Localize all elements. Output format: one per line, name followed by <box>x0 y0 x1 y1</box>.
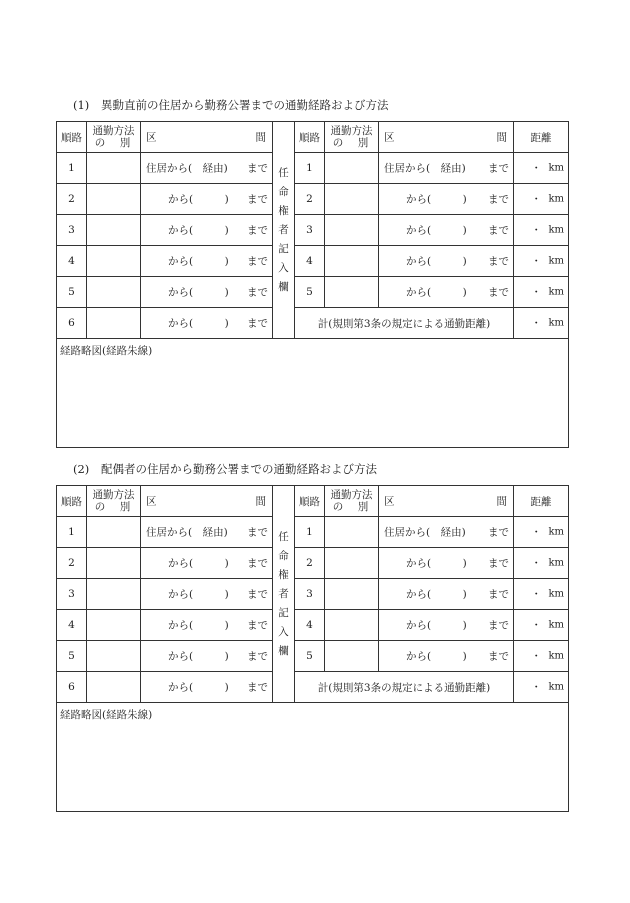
till-text: まで <box>488 162 509 175</box>
distance-cell[interactable] <box>514 517 569 548</box>
distance-cell[interactable] <box>514 153 569 184</box>
method-header <box>87 486 141 517</box>
route-table <box>56 485 569 812</box>
till-text: まで <box>247 224 268 237</box>
till-text: まで <box>247 193 268 206</box>
method-cell[interactable] <box>325 641 379 672</box>
order-number: 5 <box>68 286 75 298</box>
route-row <box>57 517 569 548</box>
order-cell <box>57 548 87 579</box>
total-distance-label-cell <box>295 672 514 703</box>
section-range-cell[interactable] <box>141 215 273 246</box>
till-text: まで <box>488 224 509 237</box>
section-range-cell[interactable] <box>379 277 514 308</box>
order-header-label: 順路 <box>61 131 82 144</box>
till-text: まで <box>488 650 509 663</box>
route-row <box>57 579 569 610</box>
method-header-line1: 通勤方法 <box>92 125 135 137</box>
method-header-line2: の 別 <box>332 501 371 513</box>
order-number: 2 <box>68 557 75 569</box>
distance-unit: km <box>548 255 564 267</box>
order-number: 2 <box>306 193 313 205</box>
method-header <box>325 122 379 153</box>
order-cell <box>57 517 87 548</box>
method-cell[interactable] <box>87 579 141 610</box>
section-range-header <box>141 486 273 517</box>
order-cell <box>57 610 87 641</box>
till-text: まで <box>247 526 268 539</box>
order-cell <box>295 548 325 579</box>
section-range-cell[interactable] <box>379 579 514 610</box>
order-header-label: 順路 <box>299 131 320 144</box>
distance-unit: km <box>548 526 564 538</box>
order-cell <box>295 184 325 215</box>
section-range-cell[interactable] <box>141 579 273 610</box>
total-distance-cell[interactable] <box>514 672 569 703</box>
order-number: 4 <box>68 619 75 631</box>
method-header-line2: の 別 <box>332 137 371 149</box>
distance-dot: ・ <box>531 224 542 237</box>
section-range-cell[interactable] <box>379 246 514 277</box>
distance-header <box>514 122 569 153</box>
from-text: から( ) <box>406 588 467 601</box>
section-range-cell[interactable] <box>141 641 273 672</box>
from-text: から( ) <box>168 650 229 663</box>
distance-dot: ・ <box>531 162 542 175</box>
method-cell[interactable] <box>87 215 141 246</box>
appointer-char: 任 <box>278 166 289 179</box>
route-map-label: 経路略図(経路朱線) <box>60 709 153 721</box>
method-cell[interactable] <box>325 517 379 548</box>
distance-unit: km <box>548 588 564 600</box>
order-cell <box>57 579 87 610</box>
order-number: 1 <box>306 526 313 538</box>
order-number: 1 <box>306 162 313 174</box>
from-text: から( ) <box>406 193 467 206</box>
appointer-char: 命 <box>278 549 289 562</box>
till-text: まで <box>247 286 268 299</box>
route-map-row <box>57 703 569 812</box>
section-range-start: 区 <box>384 131 395 144</box>
method-cell[interactable] <box>87 517 141 548</box>
route-row <box>57 610 569 641</box>
distance-unit: km <box>548 162 564 174</box>
method-cell[interactable] <box>325 153 379 184</box>
section-range-cell[interactable] <box>379 517 514 548</box>
from-text: から( ) <box>406 224 467 237</box>
distance-header-label: 距離 <box>530 495 552 508</box>
appointer-char: 者 <box>278 223 289 236</box>
section-range-header <box>379 122 514 153</box>
distance-unit: km <box>548 224 564 236</box>
order-number: 3 <box>68 588 75 600</box>
distance-dot: ・ <box>531 588 542 601</box>
section-range-cell[interactable] <box>141 184 273 215</box>
order-number: 3 <box>306 588 313 600</box>
method-cell[interactable] <box>325 610 379 641</box>
section-range-start: 区 <box>146 131 157 144</box>
section-range-cell[interactable] <box>141 517 273 548</box>
order-number: 5 <box>306 650 313 662</box>
route-row <box>57 308 569 339</box>
section-range-cell[interactable] <box>141 277 273 308</box>
distance-cell[interactable] <box>514 246 569 277</box>
from-text: から( ) <box>168 681 229 694</box>
appointer-char: 入 <box>278 625 289 638</box>
section-range-cell[interactable] <box>141 246 273 277</box>
distance-dot: ・ <box>531 526 542 539</box>
order-number: 1 <box>68 526 75 538</box>
method-cell[interactable] <box>87 184 141 215</box>
distance-cell[interactable] <box>514 184 569 215</box>
section-range-start: 区 <box>384 495 395 508</box>
method-cell[interactable] <box>325 184 379 215</box>
order-cell <box>295 517 325 548</box>
from-text: から( ) <box>406 650 467 663</box>
method-header-line2: の 別 <box>94 137 133 149</box>
order-number: 6 <box>68 681 75 693</box>
order-cell <box>295 153 325 184</box>
order-cell <box>57 641 87 672</box>
till-text: まで <box>247 255 268 268</box>
till-text: まで <box>488 557 509 570</box>
total-distance-label: 計(規則第3条の規定による通勤距離) <box>317 317 491 330</box>
distance-dot: ・ <box>531 650 542 663</box>
header-row <box>57 486 569 517</box>
distance-dot: ・ <box>531 557 542 570</box>
total-distance-label: 計(規則第3条の規定による通勤距離) <box>317 681 491 694</box>
route-map-area[interactable] <box>57 339 569 448</box>
from-text: から( ) <box>168 255 229 268</box>
route-row <box>57 641 569 672</box>
method-header <box>87 122 141 153</box>
section-range-cell[interactable] <box>379 610 514 641</box>
appointer-char: 命 <box>278 185 289 198</box>
section-range-cell[interactable] <box>379 153 514 184</box>
till-text: まで <box>247 681 268 694</box>
order-cell <box>295 579 325 610</box>
distance-cell[interactable] <box>514 579 569 610</box>
distance-unit: km <box>548 193 564 205</box>
route-row <box>57 246 569 277</box>
distance-cell[interactable] <box>514 548 569 579</box>
from-text: 住居から( 経由) <box>146 162 228 175</box>
route-row <box>57 215 569 246</box>
distance-dot: ・ <box>531 286 542 299</box>
order-number: 2 <box>306 557 313 569</box>
order-number: 4 <box>68 255 75 267</box>
order-cell <box>295 246 325 277</box>
appointer-char: 任 <box>278 530 289 543</box>
distance-cell[interactable] <box>514 641 569 672</box>
distance-cell[interactable] <box>514 277 569 308</box>
order-number: 1 <box>68 162 75 174</box>
section-range-header <box>379 486 514 517</box>
from-text: 住居から( 経由) <box>384 526 466 539</box>
section-range-cell[interactable] <box>141 672 273 703</box>
section-range-end: 間 <box>255 495 266 508</box>
from-text: から( ) <box>168 193 229 206</box>
distance-header-label: 距離 <box>530 131 552 144</box>
appointer-char: 入 <box>278 261 289 274</box>
from-text: から( ) <box>406 286 467 299</box>
section-range-end: 間 <box>255 131 266 144</box>
distance-unit: km <box>548 286 564 298</box>
method-cell[interactable] <box>325 277 379 308</box>
route-row <box>57 184 569 215</box>
till-text: まで <box>488 526 509 539</box>
order-cell <box>295 215 325 246</box>
method-header <box>325 486 379 517</box>
till-text: まで <box>488 193 509 206</box>
till-text: まで <box>488 255 509 268</box>
distance-unit: km <box>548 619 564 631</box>
order-cell <box>57 308 87 339</box>
from-text: から( ) <box>406 619 467 632</box>
distance-unit: km <box>548 681 564 693</box>
method-cell[interactable] <box>87 610 141 641</box>
till-text: まで <box>247 619 268 632</box>
from-text: から( ) <box>168 557 229 570</box>
distance-dot: ・ <box>531 255 542 268</box>
order-cell <box>57 246 87 277</box>
route-row <box>57 277 569 308</box>
section-heading <box>56 95 568 121</box>
distance-cell[interactable] <box>514 610 569 641</box>
method-cell[interactable] <box>87 308 141 339</box>
order-header <box>295 486 325 517</box>
from-text: から( ) <box>406 255 467 268</box>
method-cell[interactable] <box>87 153 141 184</box>
from-text: から( ) <box>168 588 229 601</box>
till-text: まで <box>488 619 509 632</box>
distance-dot: ・ <box>531 681 542 694</box>
appointer-char: 者 <box>278 587 289 600</box>
distance-unit: km <box>548 650 564 662</box>
appointer-char: 欄 <box>278 280 289 293</box>
method-cell[interactable] <box>325 579 379 610</box>
method-cell[interactable] <box>325 246 379 277</box>
method-cell[interactable] <box>325 548 379 579</box>
section-range-cell[interactable] <box>141 153 273 184</box>
route-row <box>57 548 569 579</box>
method-cell[interactable] <box>87 672 141 703</box>
appointer-char: 記 <box>278 242 289 255</box>
section-range-end: 間 <box>496 495 507 508</box>
route-section-1 <box>56 95 568 448</box>
order-header-label: 順路 <box>299 495 320 508</box>
distance-header <box>514 486 569 517</box>
route-section-2 <box>56 459 568 812</box>
section-heading <box>56 459 568 485</box>
method-header-line2: の 別 <box>94 501 133 513</box>
from-text: から( ) <box>168 317 229 330</box>
appointer-entry-column <box>273 486 295 703</box>
distance-unit: km <box>548 557 564 569</box>
section-range-cell[interactable] <box>379 184 514 215</box>
from-text: から( ) <box>168 286 229 299</box>
section-title: 異動直前の住居から勤務公署までの通勤経路および方法 <box>101 98 389 112</box>
order-header-label: 順路 <box>61 495 82 508</box>
from-text: から( ) <box>168 619 229 632</box>
till-text: まで <box>488 588 509 601</box>
order-header <box>295 122 325 153</box>
from-text: から( ) <box>168 224 229 237</box>
till-text: まで <box>247 557 268 570</box>
till-text: まで <box>247 162 268 175</box>
order-header <box>57 486 87 517</box>
order-number: 2 <box>68 193 75 205</box>
method-header-line1: 通勤方法 <box>330 489 373 501</box>
order-header <box>57 122 87 153</box>
from-text: から( ) <box>406 557 467 570</box>
till-text: まで <box>247 650 268 663</box>
section-range-cell[interactable] <box>141 548 273 579</box>
distance-dot: ・ <box>531 193 542 206</box>
section-range-cell[interactable] <box>379 548 514 579</box>
route-row <box>57 153 569 184</box>
section-range-cell[interactable] <box>141 610 273 641</box>
order-number: 3 <box>68 224 75 236</box>
order-cell <box>57 153 87 184</box>
route-map-label: 経路略図(経路朱線) <box>60 345 153 357</box>
distance-dot: ・ <box>531 619 542 632</box>
order-cell <box>57 277 87 308</box>
appointer-entry-column <box>273 122 295 339</box>
order-cell <box>295 610 325 641</box>
section-number: (2) <box>73 462 90 476</box>
route-row <box>57 672 569 703</box>
order-number: 3 <box>306 224 313 236</box>
section-range-cell[interactable] <box>379 641 514 672</box>
order-cell <box>295 277 325 308</box>
method-cell[interactable] <box>87 641 141 672</box>
till-text: まで <box>247 317 268 330</box>
order-number: 4 <box>306 255 313 267</box>
appointer-char: 権 <box>278 568 289 581</box>
order-number: 5 <box>68 650 75 662</box>
total-distance-label-cell <box>295 308 514 339</box>
header-row <box>57 122 569 153</box>
method-cell[interactable] <box>87 277 141 308</box>
method-cell[interactable] <box>87 548 141 579</box>
total-distance-cell[interactable] <box>514 308 569 339</box>
section-range-end: 間 <box>496 131 507 144</box>
order-number: 4 <box>306 619 313 631</box>
appointer-char: 権 <box>278 204 289 217</box>
section-range-header <box>141 122 273 153</box>
distance-unit: km <box>548 317 564 329</box>
section-number: (1) <box>73 98 90 112</box>
appointer-char: 記 <box>278 606 289 619</box>
distance-cell[interactable] <box>514 215 569 246</box>
order-cell <box>57 215 87 246</box>
method-header-line1: 通勤方法 <box>330 125 373 137</box>
section-range-cell[interactable] <box>141 308 273 339</box>
from-text: 住居から( 経由) <box>146 526 228 539</box>
order-cell <box>57 672 87 703</box>
section-title: 配偶者の住居から勤務公署までの通勤経路および方法 <box>101 462 377 476</box>
order-number: 5 <box>306 286 313 298</box>
route-table <box>56 121 569 448</box>
method-cell[interactable] <box>325 215 379 246</box>
from-text: 住居から( 経由) <box>384 162 466 175</box>
order-number: 6 <box>68 317 75 329</box>
till-text: まで <box>247 588 268 601</box>
order-cell <box>295 641 325 672</box>
section-range-cell[interactable] <box>379 215 514 246</box>
distance-dot: ・ <box>531 317 542 330</box>
method-header-line1: 通勤方法 <box>92 489 135 501</box>
route-map-area[interactable] <box>57 703 569 812</box>
section-range-start: 区 <box>146 495 157 508</box>
appointer-char: 欄 <box>278 644 289 657</box>
route-map-row <box>57 339 569 448</box>
till-text: まで <box>488 286 509 299</box>
method-cell[interactable] <box>87 246 141 277</box>
order-cell <box>57 184 87 215</box>
